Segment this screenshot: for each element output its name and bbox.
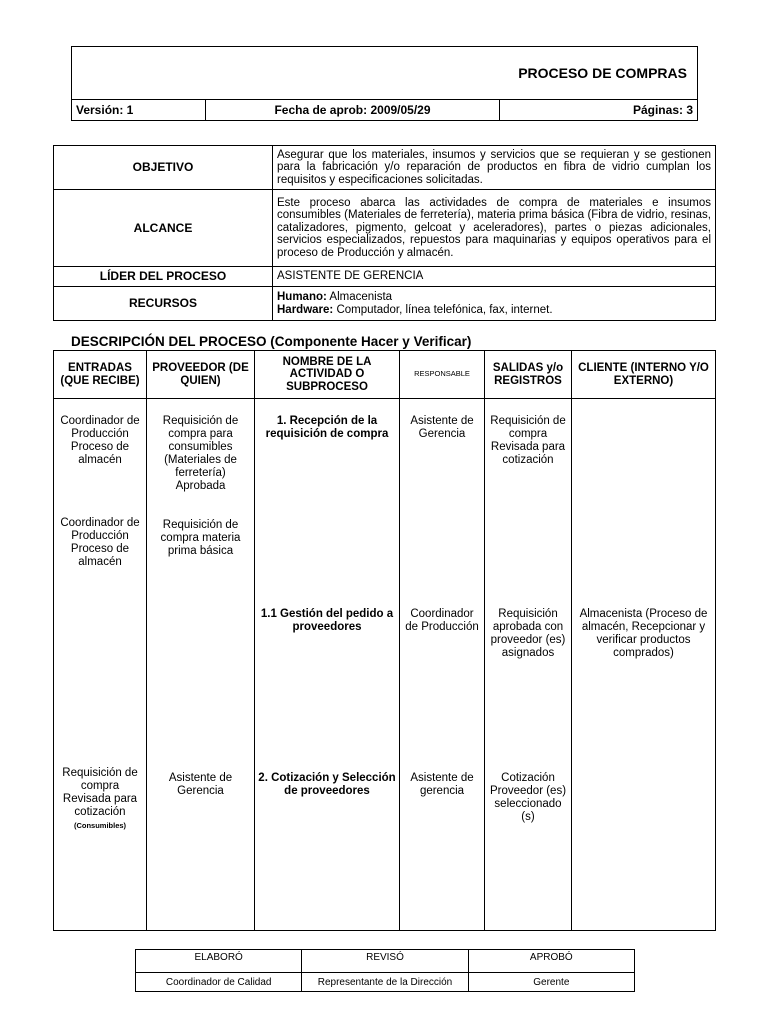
- entrada-item: [54, 767, 146, 832]
- approval-date: Fecha de aprob: 2009/05/29: [206, 100, 500, 121]
- entradas-column: [54, 399, 147, 931]
- document-header: [71, 46, 698, 121]
- salida-item: Requisición de compra Revisada para cotización: [490, 415, 566, 466]
- name-elaboro: Coordinador de Calidad: [136, 973, 302, 992]
- responsable-item: Asistente de Gerencia: [410, 415, 474, 440]
- header-cliente: CLIENTE (INTERNO Y/O EXTERNO): [572, 351, 716, 399]
- header-entradas: ENTRADAS (QUE RECIBE): [54, 351, 147, 399]
- entrada-note: (Consumibles): [73, 821, 127, 830]
- lider-text: ASISTENTE DE GERENCIA: [273, 267, 716, 287]
- page-count: Páginas: 3: [500, 100, 698, 121]
- recursos-text: [273, 287, 716, 321]
- process-info-table: [53, 145, 716, 321]
- objetivo-label: OBJETIVO: [54, 146, 273, 190]
- role-reviso: REVISÓ: [302, 950, 468, 973]
- proveedor-item: Asistente de Gerencia: [168, 772, 233, 797]
- proveedor-column: [147, 399, 255, 931]
- responsable-item: Asistente de gerencia: [410, 772, 474, 797]
- actividad-item: 1. Recepción de la requisición de compra: [265, 415, 389, 440]
- document-title: PROCESO DE COMPRAS: [72, 47, 698, 100]
- responsable-item: Coordinador de Producción: [405, 608, 479, 633]
- salidas-column: [485, 399, 572, 931]
- proveedor-item: Requisición de compra para consumibles (Materiales de ferretería) Aprobada: [162, 415, 239, 492]
- header-actividad: NOMBRE DE LA ACTIVIDAD O SUBPROCESO: [255, 351, 400, 399]
- name-reviso: Representante de la Dirección: [302, 973, 468, 992]
- humano-value: Almacenista: [326, 291, 393, 303]
- name-aprobo: Gerente: [468, 973, 634, 992]
- cliente-item: Almacenista (Proceso de almacén, Recepcionar y verificar productos comprados): [579, 608, 708, 659]
- entrada-text: Requisición de compra Revisada para cotización: [62, 767, 138, 818]
- signature-table: [135, 949, 635, 992]
- section-title: DESCRIPCIÓN DEL PROCESO (Componente Hacer y Verificar): [71, 334, 472, 349]
- hardware-label: Hardware:: [277, 303, 334, 316]
- hardware-value: Computador, línea telefónica, fax, internet.: [333, 303, 553, 316]
- role-aprobo: APROBÓ: [468, 950, 634, 973]
- responsable-column: [400, 399, 485, 931]
- alcance-label: ALCANCE: [54, 190, 273, 267]
- role-elaboro: ELABORÓ: [136, 950, 302, 973]
- recursos-label: RECURSOS: [54, 287, 273, 321]
- cliente-column: [572, 399, 716, 931]
- alcance-text: Este proceso abarca las actividades de compra de materiales e insumos consumibles (Materiales de ferretería), materia prima básica (Fibra de vidrio, resinas, catalizadores, pigmento, gelcoat y aceleradores), partes o piezas adicionales, servicios especializados, repuestos para maquinarias y equipos operativos para el proceso de Producción y almacén.: [273, 190, 716, 267]
- header-responsable: RESPONSABLE: [400, 351, 485, 399]
- objetivo-text: Asegurar que los materiales, insumos y servicios que se requieran y se gestionen para la fabricación y/o reparación de productos en fibra de vidrio cumplan los requisitos y especificaciones solicitadas.: [273, 146, 716, 190]
- lider-label: LÍDER DEL PROCESO: [54, 267, 273, 287]
- actividad-item: 1.1 Gestión del pedido a proveedores: [260, 608, 394, 633]
- proveedor-item: Requisición de compra materia prima básica: [160, 519, 241, 557]
- humano-label: Humano:: [277, 291, 327, 303]
- salida-item: Requisición aprobada con proveedor (es) asignados: [490, 608, 566, 659]
- entrada-item: Coordinador de Producción Proceso de almacén: [60, 415, 140, 466]
- actividad-item: 2. Cotización y Selección de proveedores: [258, 772, 396, 797]
- header-salidas: SALIDAS y/o REGISTROS: [485, 351, 572, 399]
- process-table: [53, 350, 716, 931]
- actividad-column: [255, 399, 400, 931]
- salida-item: Cotización Proveedor (es) seleccionado (s): [489, 772, 567, 823]
- version: Versión: 1: [72, 100, 206, 121]
- entrada-item: Coordinador de Producción Proceso de almacén: [60, 517, 140, 568]
- header-proveedor: PROVEEDOR (DE QUIEN): [147, 351, 255, 399]
